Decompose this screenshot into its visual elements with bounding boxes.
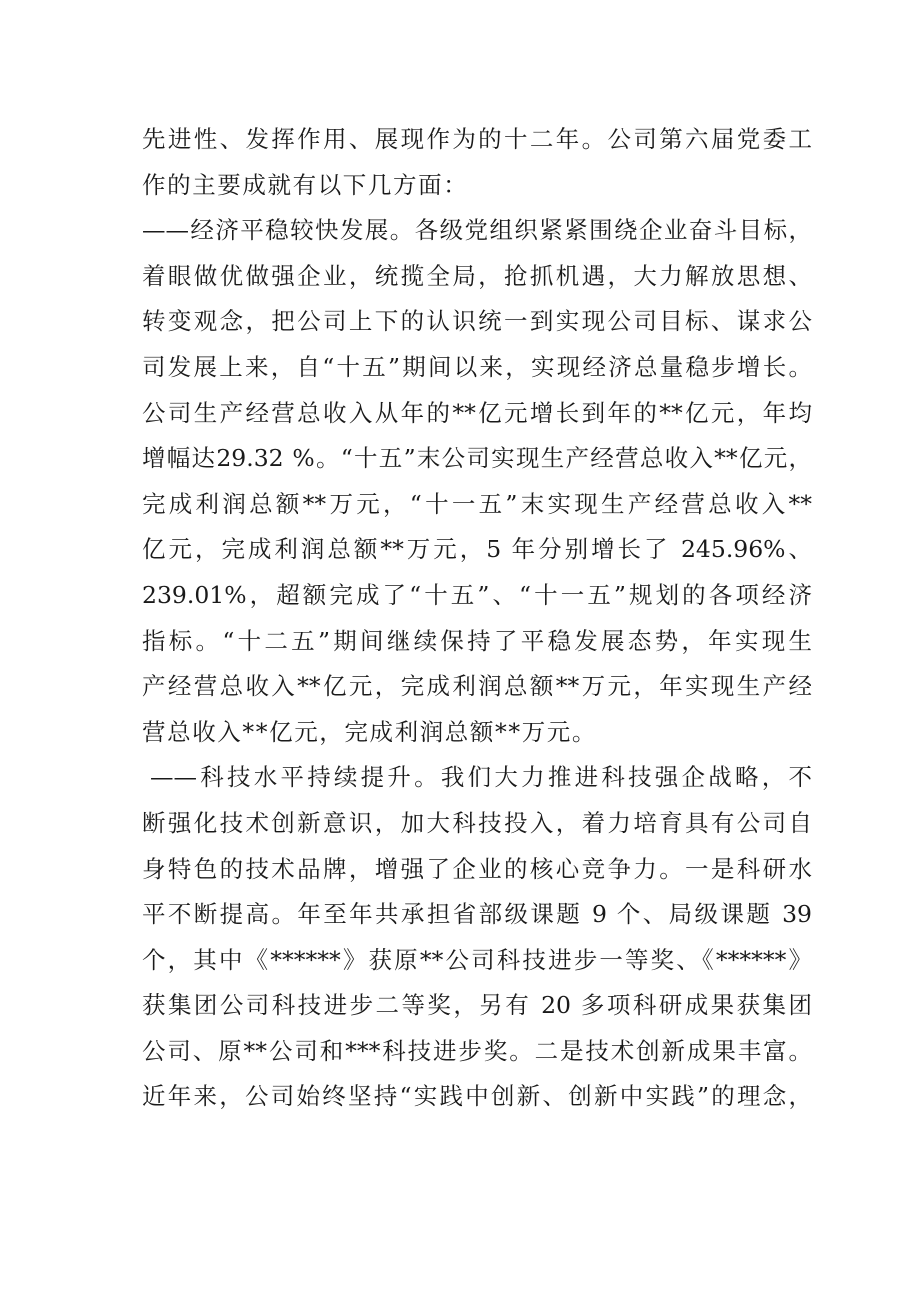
text-line-5: 转变观念，把公司上下的认识统一到实现公司目标、谋求公: [142, 307, 812, 336]
text-line-7: 公司生产经营总收入从年的**亿元增长到年的**亿元，年均: [142, 398, 812, 427]
text-line-11: 239.01%，超额完成了“十五”、“十一五”规划的各项经济: [142, 580, 812, 609]
text-line-18: 平不断提高。年至年共承担省部级课题 9 个、局级课题 39: [142, 900, 812, 929]
text-line-12: 指标。“十二五”期间继续保持了平稳发展态势，年实现生: [142, 626, 812, 655]
text-line-2: 作的主要成就有以下几方面：: [142, 170, 469, 199]
text-line-1: 先进性、发挥作用、展现作为的十二年。公司第六届党委工: [142, 125, 812, 153]
text-line-19: 个，其中《******》获原**公司科技进步一等奖、《******》: [142, 945, 812, 974]
text-line-8: 增幅达29.32 %。“十五”末公司实现生产经营总收入**亿元，: [142, 444, 812, 473]
text-line-22: 近年来，公司始终坚持“实践中创新、创新中实践”的理念，: [142, 1082, 812, 1111]
text-line-17: 身特色的技术品牌，增强了企业的核心竞争力。一是科研水: [142, 854, 812, 883]
text-line-21: 公司、原**公司和***科技进步奖。二是技术创新成果丰富。: [142, 1036, 812, 1065]
text-line-10: 亿元，完成利润总额**万元，5 年分别增长了 245.96%、: [142, 535, 812, 564]
text-line-20: 获集团公司科技进步二等奖，另有 20 多项科研成果获集团: [142, 991, 812, 1020]
text-line-16: 断强化技术创新意识，加大科技投入，着力培育具有公司自: [142, 808, 812, 837]
text-line-3: ——经济平稳较快发展。各级党组织紧紧围绕企业奋斗目标，: [142, 216, 812, 245]
text-line-9: 完成利润总额**万元，“十一五”末实现生产经营总收入**: [142, 489, 812, 518]
text-line-6: 司发展上来，自“十五”期间以来，实现经济总量稳步增长。: [142, 352, 812, 381]
text-line-14: 营总收入**亿元，完成利润总额**万元。: [142, 717, 597, 746]
text-line-13: 产经营总收入**亿元，完成利润总额**万元，年实现生产经: [142, 672, 812, 701]
text-line-15: ——科技水平持续提升。我们大力推进科技强企战略，不: [150, 763, 812, 792]
body-text: [142, 117, 812, 1120]
text-line-4: 着眼做优做强企业，统揽全局，抢抓机遇，大力解放思想、: [142, 261, 812, 290]
